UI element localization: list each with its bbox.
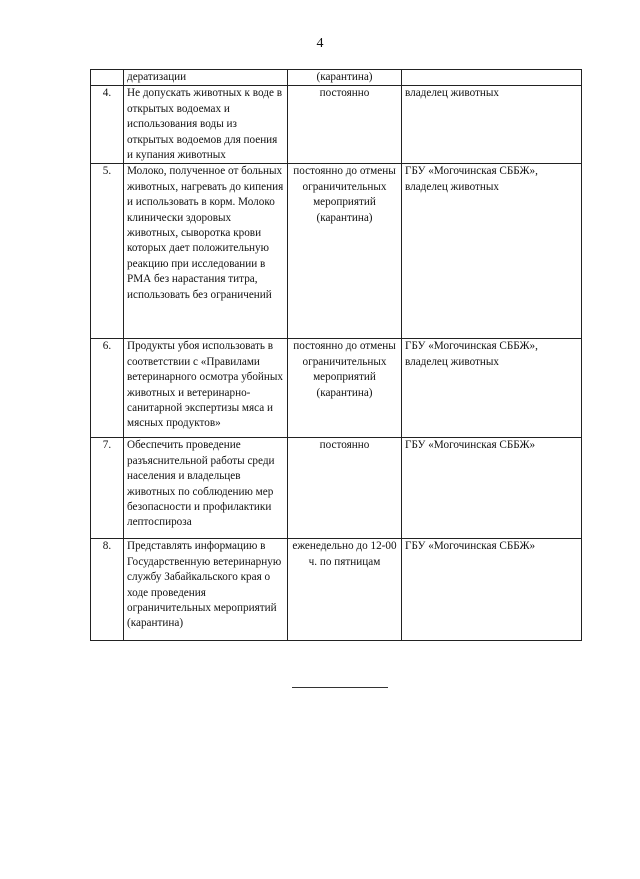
responsible-text [402, 70, 582, 86]
measure-text: Молоко, полученное от больных животных, нагревать до кипения и использовать в корм. Молоко клинически здоровых животных, сыворотка крови которых дает положительную реакцию при исследовании в РМА без нарастания титра, использовать без ограничений [124, 164, 288, 339]
measure-text: Не допускать животных к воде в открытых водоемах и использования воды из открытых водоемов для поения и купания животных [124, 86, 288, 164]
measure-text: Представлять информацию в Государственную ветеринарную службу Забайкальского края о ходе проведения ограничительных мероприятий (карантина) [124, 539, 288, 641]
responsible-text: ГБУ «Могочинская СББЖ», владелец животных [402, 164, 582, 339]
measure-text: Обеспечить проведение разъяснительной работы среди населения и владельцев животных по соблюдению мер безопасности и профилактики лептоспироза [124, 438, 288, 539]
deadline-text: постоянно до отмены ограничительных мероприятий (карантина) [288, 164, 402, 339]
table-row [91, 86, 582, 164]
responsible-text: ГБУ «Могочинская СББЖ», владелец животных [402, 339, 582, 438]
responsible-text: ГБУ «Могочинская СББЖ» [402, 539, 582, 641]
row-number: 4. [91, 86, 124, 164]
deadline-text: (карантина) [288, 70, 402, 86]
row-number: 6. [91, 339, 124, 438]
deadline-text: постоянно [288, 438, 402, 539]
closing-divider [292, 687, 388, 688]
measures-table [90, 69, 582, 641]
row-number [91, 70, 124, 86]
table-row [91, 70, 582, 86]
measure-text: дератизации [124, 70, 288, 86]
table-row [91, 339, 582, 438]
table-row [91, 438, 582, 539]
table-row [91, 539, 582, 641]
deadline-text: постоянно [288, 86, 402, 164]
deadline-text: постоянно до отмены ограничительных мероприятий (карантина) [288, 339, 402, 438]
row-number: 8. [91, 539, 124, 641]
row-number: 7. [91, 438, 124, 539]
table-row [91, 164, 582, 339]
row-number: 5. [91, 164, 124, 339]
responsible-text: владелец животных [402, 86, 582, 164]
responsible-text: ГБУ «Могочинская СББЖ» [402, 438, 582, 539]
measure-text: Продукты убоя использовать в соответствии с «Правилами ветеринарного осмотра убойных животных и ветеринарно-санитарной экспертизы мяса и мясных продуктов» [124, 339, 288, 438]
page-number: 4 [316, 36, 324, 51]
deadline-text: еженедельно до 12-00 ч. по пятницам [288, 539, 402, 641]
